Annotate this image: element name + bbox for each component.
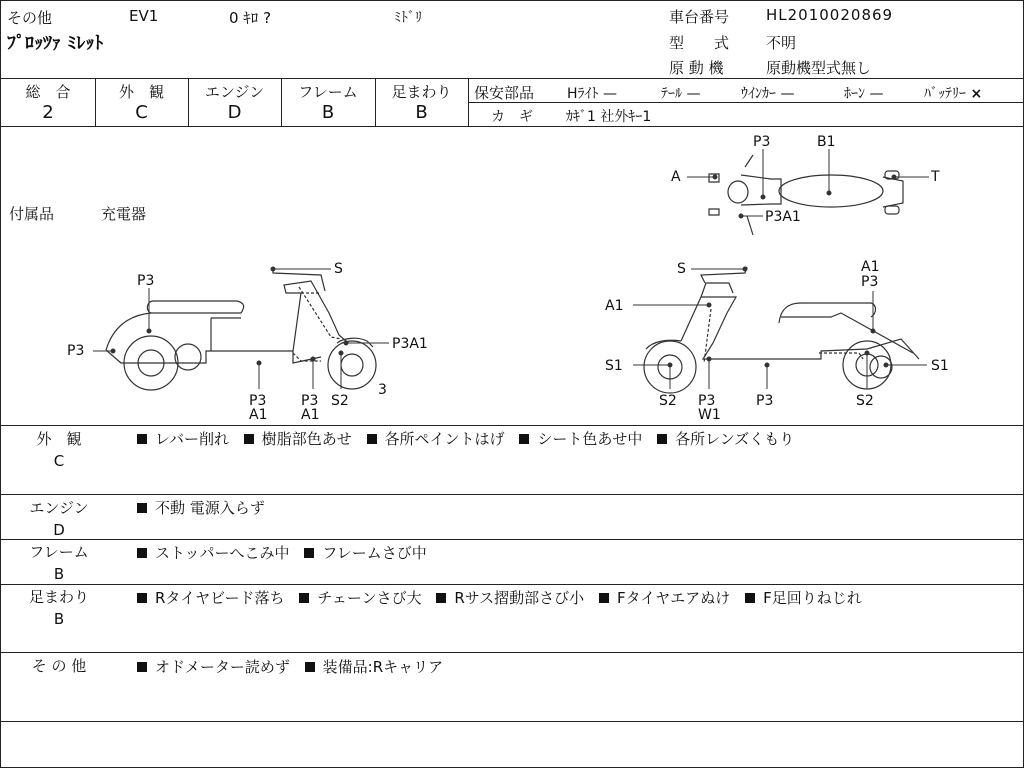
- mark-right-p3-top: P3: [861, 274, 879, 290]
- section-exterior-title: 外 観 C: [36, 430, 82, 470]
- safety-taillight: ﾃｰﾙ —: [661, 86, 701, 102]
- mark-top-t: T: [931, 169, 940, 185]
- section-frame-title: フレーム B: [29, 543, 89, 583]
- grade-exterior-value: C: [135, 102, 148, 123]
- grade-overall-value: 2: [42, 102, 54, 123]
- mark-right-s2-rear: S2: [856, 393, 874, 409]
- frame-number-label: 車台番号: [669, 8, 730, 26]
- mark-top-p3a1: P3A1: [765, 209, 801, 225]
- safety-headlight: Hﾗｲﾄ —: [567, 86, 617, 102]
- key-value: ｶｷﾞ1 社外ｷｰ1: [566, 109, 652, 125]
- mark-right-s1-rear: S1: [931, 358, 949, 374]
- grade-exterior-label: 外 観: [118, 83, 164, 101]
- mark-top-a: A: [671, 169, 681, 185]
- mark-right-w1: W1: [698, 407, 721, 423]
- grade-overall-label: 総 合: [25, 83, 71, 101]
- safety-battery: ﾊﾞｯﾃﾘｰ ×: [924, 86, 983, 102]
- mark-left-p3a1: P3A1: [392, 336, 428, 352]
- mark-right-a1: A1: [605, 298, 624, 314]
- mark-left-a1-a: A1: [249, 407, 268, 423]
- mark-right-s: S: [677, 261, 686, 277]
- key-label: カ ギ: [491, 109, 533, 125]
- accessories-label: 付属品: [9, 205, 55, 223]
- grade-engine-value: D: [227, 102, 242, 123]
- mark-left-a1-b: A1: [301, 407, 320, 423]
- grade-frame-label: フレーム: [298, 83, 358, 101]
- section-frame-items: ストッパーへこみ中 フレームさび中: [137, 542, 437, 563]
- mark-right-s2-front: S2: [659, 393, 677, 409]
- grade-suspension-value: B: [415, 102, 428, 123]
- section-other-title: そ の 他: [31, 657, 87, 675]
- model-type-label: 型 式: [669, 34, 730, 52]
- model-name: ﾌﾟﾛｯﾂｧ ﾐﾚｯﾄ: [7, 33, 104, 54]
- section-suspension-title: 足まわり B: [28, 588, 89, 628]
- safety-winker: ｳｲﾝｶｰ —: [741, 86, 795, 102]
- mark-top-p3: P3: [753, 134, 771, 150]
- mileage: 0 ｷﾛ ?: [229, 9, 272, 27]
- grade-engine-label: エンジン: [204, 83, 265, 101]
- mark-right-s1-front: S1: [605, 358, 623, 374]
- mark-top-b1: B1: [817, 134, 836, 150]
- scooter-top-view-drawing: [709, 155, 903, 235]
- section-other-items: オドメーター読めず 装備品:Rキャリア: [137, 656, 453, 677]
- accessories-value: 充電器: [101, 205, 147, 223]
- mark-left-p3-b: P3: [301, 393, 319, 409]
- mark-left-s2: S2: [331, 393, 349, 409]
- grade-frame-value: B: [321, 102, 335, 123]
- mark-left-p3-top: P3: [137, 273, 155, 289]
- mark-left-p3-a: P3: [249, 393, 267, 409]
- mark-left-3: 3: [378, 382, 387, 398]
- safety-parts-label: 保安部品: [474, 84, 535, 102]
- model-code: EV1: [129, 7, 159, 25]
- mark-left-s: S: [334, 261, 343, 277]
- color: ﾐﾄﾞﾘ: [394, 10, 422, 26]
- mark-right-p3-b: P3: [756, 393, 774, 409]
- engine-type-value: 原動機型式無し: [766, 59, 872, 77]
- category-label: その他: [7, 9, 53, 27]
- section-engine-title: エンジン D: [29, 499, 89, 539]
- model-type-value: 不明: [766, 34, 797, 52]
- engine-type-label: 原 動 機: [669, 59, 724, 77]
- section-suspension-items: Rタイヤビード落ち チェーンさび大 Rサス摺動部さび小 Fタイヤエアぬけ F足回りねじれ: [137, 587, 872, 608]
- section-exterior-items: レバー削れ 樹脂部色あせ 各所ペイントはげ シート色あせ中 各所レンズくもり: [137, 428, 804, 449]
- mark-left-p3-rear: P3: [67, 343, 85, 359]
- mark-right-a1-top: A1: [861, 259, 880, 275]
- section-engine-items: 不動 電源入らず: [137, 497, 275, 518]
- mark-right-p3-a: P3: [698, 393, 716, 409]
- scooter-diagram: [1, 127, 1023, 424]
- frame-number-value: HL2010020869: [766, 6, 894, 24]
- grade-suspension-label: 足まわり: [391, 83, 452, 101]
- safety-horn: ﾎｰﾝ —: [844, 86, 884, 102]
